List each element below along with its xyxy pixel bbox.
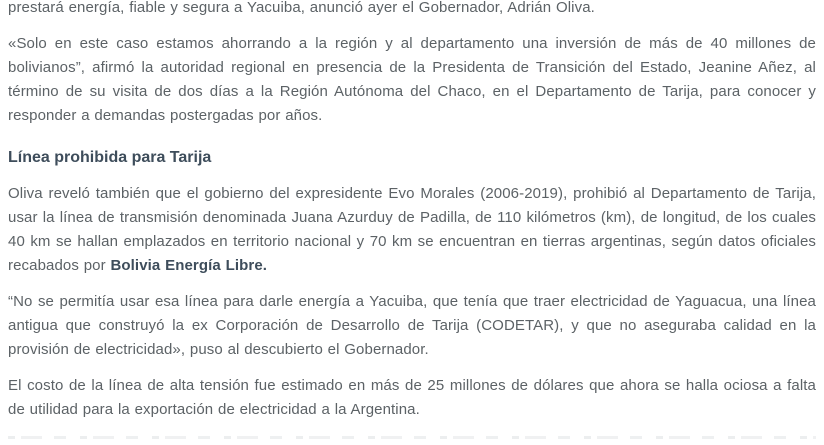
- bold-bolivia-energia-libre: Bolivia Energía Libre.: [110, 257, 268, 274]
- paragraph-intro-clipped: prestará energía, fiable y segura a Yacuiba, anunció ayer el Gobernador, Adrián Oliva.: [8, 0, 595, 16]
- paragraph-revelacion-text: Oliva reveló también que el gobierno del expresidente Evo Morales (2006-2019), prohibió al Departamento de Tarija, usar la línea de transmisión denominada Juana Azurduy de Padilla, de 110 kilómetros (km), de longitud, de los cuales 40 km se hallan emplazados en territorio nacional y 70 km se encuentran en tierras argentinas, según datos oficiales recabados por: [8, 185, 816, 274]
- paragraph-costo-linea: El costo de la línea de alta tensión fue estimado en más de 25 millones de dólares que ahora se halla ociosa a falta de utilidad para la exportación de electricidad a la Argentina.: [8, 377, 816, 418]
- paragraph-quote-inversion: «Solo en este caso estamos ahorrando a la región y al departamento una inversión de más de 40 millones de bolivianos”, afirmó la autoridad regional en presencia de la Presidenta de Transición del Estado, Jeanine Añez, al término de su visita de dos días a la Región Autónoma del Chaco, en el Departamento de Tarija, para conocer y responder a demandas postergadas por años.: [8, 35, 816, 124]
- clipped-next-paragraph-top: [8, 434, 816, 445]
- article-body: [8, 0, 816, 445]
- paragraph-no-permitia: “No se permitía usar esa línea para darle energía a Yacuiba, que tenía que traer electricidad de Yaguacua, una línea antigua que construyó la ex Corporación de Desarrollo de Tarija (CODETAR), y que no aseguraba calidad en la provisión de electricidad», puso al descubierto el Gobernador.: [8, 293, 816, 358]
- subheading-linea-prohibida: Línea prohibida para Tarija: [8, 149, 212, 166]
- paragraph-revelacion-linea: [8, 182, 816, 278]
